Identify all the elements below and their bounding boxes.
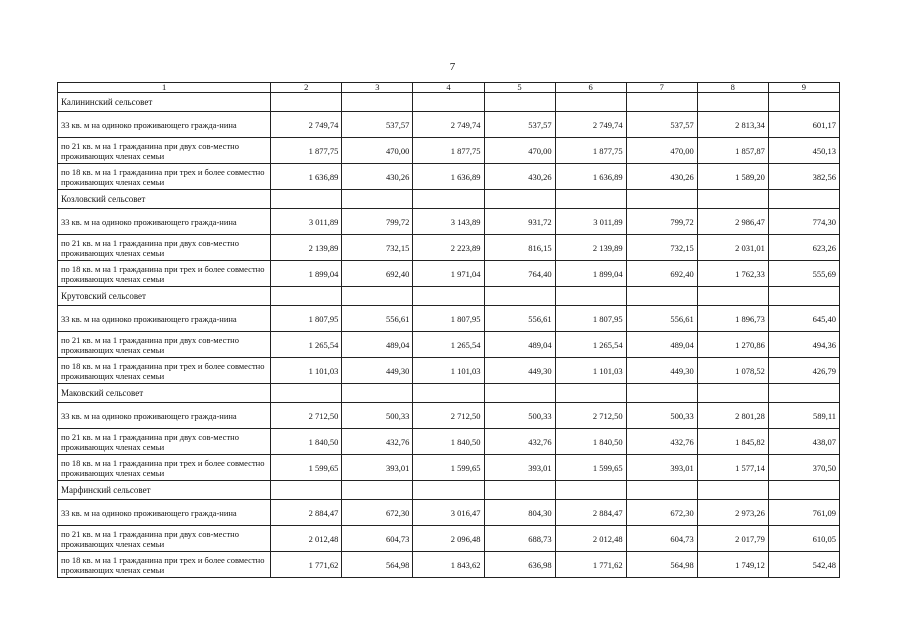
value-cell: 764,40 [484, 261, 555, 287]
value-cell: 1 896,73 [697, 306, 768, 332]
value-cell: 542,48 [768, 552, 839, 578]
value-cell: 1 899,04 [271, 261, 342, 287]
section-header-row [58, 287, 840, 306]
empty-cell [342, 93, 413, 112]
row-label: 33 кв. м на одиноко проживающего гражда-нина [58, 112, 271, 138]
value-cell: 489,04 [484, 332, 555, 358]
table-row [58, 358, 840, 384]
value-cell: 1 843,62 [413, 552, 484, 578]
value-cell: 1 845,82 [697, 429, 768, 455]
empty-cell [484, 481, 555, 500]
column-number: 4 [413, 83, 484, 93]
row-label: по 21 кв. м на 1 гражданина при двух сов-местно проживающих членах семьи [58, 526, 271, 552]
column-number: 6 [555, 83, 626, 93]
value-cell: 1 857,87 [697, 138, 768, 164]
value-cell: 1 877,75 [271, 138, 342, 164]
empty-cell [484, 190, 555, 209]
value-cell: 604,73 [342, 526, 413, 552]
column-number: 3 [342, 83, 413, 93]
table-row [58, 306, 840, 332]
value-cell: 1 636,89 [271, 164, 342, 190]
empty-cell [768, 190, 839, 209]
table-row [58, 112, 840, 138]
value-cell: 688,73 [484, 526, 555, 552]
empty-cell [342, 190, 413, 209]
value-cell: 1 771,62 [555, 552, 626, 578]
empty-cell [697, 384, 768, 403]
value-cell: 672,30 [626, 500, 697, 526]
value-cell: 1 807,95 [413, 306, 484, 332]
value-cell: 1 599,65 [555, 455, 626, 481]
table-row [58, 429, 840, 455]
value-cell: 426,79 [768, 358, 839, 384]
empty-cell [271, 287, 342, 306]
value-cell: 393,01 [342, 455, 413, 481]
value-cell: 430,26 [626, 164, 697, 190]
value-cell: 2 986,47 [697, 209, 768, 235]
value-cell: 556,61 [484, 306, 555, 332]
empty-cell [413, 481, 484, 500]
value-cell: 1 599,65 [271, 455, 342, 481]
value-cell: 672,30 [342, 500, 413, 526]
value-cell: 601,17 [768, 112, 839, 138]
value-cell: 500,33 [342, 403, 413, 429]
empty-cell [484, 93, 555, 112]
table-row [58, 403, 840, 429]
section-name: Марфинский сельсовет [58, 481, 271, 500]
value-cell: 537,57 [342, 112, 413, 138]
table-body [58, 83, 840, 578]
empty-cell [555, 190, 626, 209]
empty-cell [555, 481, 626, 500]
value-cell: 470,00 [484, 138, 555, 164]
row-label: 33 кв. м на одиноко проживающего гражда-нина [58, 403, 271, 429]
column-number: 8 [697, 83, 768, 93]
value-cell: 449,30 [484, 358, 555, 384]
value-cell: 623,26 [768, 235, 839, 261]
value-cell: 2 096,48 [413, 526, 484, 552]
value-cell: 2 884,47 [271, 500, 342, 526]
value-cell: 1 840,50 [555, 429, 626, 455]
value-cell: 500,33 [626, 403, 697, 429]
empty-cell [768, 384, 839, 403]
value-cell: 382,56 [768, 164, 839, 190]
value-cell: 2 749,74 [271, 112, 342, 138]
table-row [58, 500, 840, 526]
row-label: 33 кв. м на одиноко проживающего гражда-нина [58, 209, 271, 235]
value-cell: 430,26 [484, 164, 555, 190]
value-cell: 537,57 [484, 112, 555, 138]
value-cell: 931,72 [484, 209, 555, 235]
row-label: по 21 кв. м на 1 гражданина при двух сов-местно проживающих членах семьи [58, 332, 271, 358]
empty-cell [697, 93, 768, 112]
value-cell: 555,69 [768, 261, 839, 287]
value-cell: 774,30 [768, 209, 839, 235]
value-cell: 556,61 [626, 306, 697, 332]
value-cell: 489,04 [626, 332, 697, 358]
row-label: 33 кв. м на одиноко проживающего гражда-нина [58, 306, 271, 332]
value-cell: 1 840,50 [413, 429, 484, 455]
empty-cell [697, 481, 768, 500]
value-cell: 816,15 [484, 235, 555, 261]
value-cell: 2 813,34 [697, 112, 768, 138]
empty-cell [697, 190, 768, 209]
value-cell: 636,98 [484, 552, 555, 578]
value-cell: 1 877,75 [555, 138, 626, 164]
value-cell: 1 971,04 [413, 261, 484, 287]
column-number: 9 [768, 83, 839, 93]
section-header-row [58, 190, 840, 209]
value-cell: 3 016,47 [413, 500, 484, 526]
value-cell: 1 771,62 [271, 552, 342, 578]
column-number: 1 [58, 83, 271, 93]
empty-cell [271, 93, 342, 112]
column-number: 2 [271, 83, 342, 93]
value-cell: 1 636,89 [413, 164, 484, 190]
table-row [58, 164, 840, 190]
value-cell: 2 712,50 [555, 403, 626, 429]
section-name: Маковский сельсовет [58, 384, 271, 403]
value-cell: 692,40 [626, 261, 697, 287]
value-cell: 645,40 [768, 306, 839, 332]
table-row [58, 235, 840, 261]
value-cell: 494,36 [768, 332, 839, 358]
column-number: 7 [626, 83, 697, 93]
value-cell: 564,98 [342, 552, 413, 578]
value-cell: 449,30 [342, 358, 413, 384]
value-cell: 470,00 [626, 138, 697, 164]
empty-cell [555, 93, 626, 112]
empty-cell [555, 384, 626, 403]
value-cell: 1 749,12 [697, 552, 768, 578]
value-cell: 1 589,20 [697, 164, 768, 190]
value-cell: 393,01 [484, 455, 555, 481]
value-cell: 2 884,47 [555, 500, 626, 526]
value-cell: 449,30 [626, 358, 697, 384]
empty-cell [626, 287, 697, 306]
row-label: по 18 кв. м на 1 гражданина при трех и более совместно проживающих членах семьи [58, 455, 271, 481]
value-cell: 799,72 [626, 209, 697, 235]
column-number-row [58, 83, 840, 93]
value-cell: 438,07 [768, 429, 839, 455]
row-label: по 21 кв. м на 1 гражданина при двух сов-местно проживающих членах семьи [58, 429, 271, 455]
value-cell: 1 101,03 [271, 358, 342, 384]
row-label: по 21 кв. м на 1 гражданина при двух сов-местно проживающих членах семьи [58, 138, 271, 164]
value-cell: 1 807,95 [271, 306, 342, 332]
value-cell: 2 012,48 [555, 526, 626, 552]
value-cell: 432,76 [626, 429, 697, 455]
empty-cell [697, 287, 768, 306]
row-label: по 18 кв. м на 1 гражданина при трех и более совместно проживающих членах семьи [58, 358, 271, 384]
value-cell: 589,11 [768, 403, 839, 429]
value-cell: 692,40 [342, 261, 413, 287]
empty-cell [271, 481, 342, 500]
value-cell: 1 265,54 [271, 332, 342, 358]
section-name: Крутовский сельсовет [58, 287, 271, 306]
value-cell: 804,30 [484, 500, 555, 526]
empty-cell [768, 287, 839, 306]
value-cell: 370,50 [768, 455, 839, 481]
value-cell: 761,09 [768, 500, 839, 526]
value-cell: 1 762,33 [697, 261, 768, 287]
empty-cell [413, 190, 484, 209]
value-cell: 604,73 [626, 526, 697, 552]
value-cell: 1 840,50 [271, 429, 342, 455]
empty-cell [484, 287, 555, 306]
empty-cell [555, 287, 626, 306]
value-cell: 1 807,95 [555, 306, 626, 332]
value-cell: 732,15 [626, 235, 697, 261]
empty-cell [342, 384, 413, 403]
value-cell: 537,57 [626, 112, 697, 138]
empty-cell [413, 93, 484, 112]
value-cell: 393,01 [626, 455, 697, 481]
value-cell: 1 270,86 [697, 332, 768, 358]
value-cell: 2 749,74 [413, 112, 484, 138]
table-row [58, 332, 840, 358]
value-cell: 564,98 [626, 552, 697, 578]
empty-cell [342, 287, 413, 306]
value-cell: 432,76 [342, 429, 413, 455]
table-row [58, 455, 840, 481]
value-cell: 2 012,48 [271, 526, 342, 552]
value-cell: 1 877,75 [413, 138, 484, 164]
value-cell: 2 139,89 [271, 235, 342, 261]
value-cell: 1 577,14 [697, 455, 768, 481]
value-cell: 2 712,50 [271, 403, 342, 429]
value-cell: 430,26 [342, 164, 413, 190]
value-cell: 3 011,89 [271, 209, 342, 235]
empty-cell [768, 481, 839, 500]
empty-cell [484, 384, 555, 403]
value-cell: 2 712,50 [413, 403, 484, 429]
empty-cell [342, 481, 413, 500]
value-cell: 1 265,54 [555, 332, 626, 358]
value-cell: 2 139,89 [555, 235, 626, 261]
value-cell: 1 899,04 [555, 261, 626, 287]
section-name: Калининский сельсовет [58, 93, 271, 112]
value-cell: 1 599,65 [413, 455, 484, 481]
value-cell: 610,05 [768, 526, 839, 552]
value-cell: 3 011,89 [555, 209, 626, 235]
row-label: по 18 кв. м на 1 гражданина при трех и более совместно проживающих членах семьи [58, 164, 271, 190]
value-cell: 489,04 [342, 332, 413, 358]
section-header-row [58, 481, 840, 500]
empty-cell [271, 384, 342, 403]
value-cell: 2 801,28 [697, 403, 768, 429]
value-cell: 3 143,89 [413, 209, 484, 235]
table-row [58, 552, 840, 578]
value-cell: 432,76 [484, 429, 555, 455]
table-row [58, 526, 840, 552]
value-cell: 799,72 [342, 209, 413, 235]
section-header-row [58, 93, 840, 112]
empty-cell [768, 93, 839, 112]
table-row [58, 138, 840, 164]
row-label: по 21 кв. м на 1 гражданина при двух сов-местно проживающих членах семьи [58, 235, 271, 261]
row-label: по 18 кв. м на 1 гражданина при трех и более совместно проживающих членах семьи [58, 261, 271, 287]
value-cell: 556,61 [342, 306, 413, 332]
column-number: 5 [484, 83, 555, 93]
value-cell: 450,13 [768, 138, 839, 164]
value-cell: 2 223,89 [413, 235, 484, 261]
empty-cell [413, 384, 484, 403]
empty-cell [626, 481, 697, 500]
value-cell: 1 265,54 [413, 332, 484, 358]
value-cell: 732,15 [342, 235, 413, 261]
value-cell: 1 636,89 [555, 164, 626, 190]
value-cell: 1 101,03 [413, 358, 484, 384]
value-cell: 2 031,01 [697, 235, 768, 261]
empty-cell [626, 190, 697, 209]
value-cell: 1 101,03 [555, 358, 626, 384]
empty-cell [626, 384, 697, 403]
section-header-row [58, 384, 840, 403]
value-cell: 2 017,79 [697, 526, 768, 552]
page-number: 7 [449, 61, 456, 73]
row-label: 33 кв. м на одиноко проживающего гражда-нина [58, 500, 271, 526]
section-name: Козловский сельсовет [58, 190, 271, 209]
table-row [58, 261, 840, 287]
value-cell: 2 973,26 [697, 500, 768, 526]
empty-cell [626, 93, 697, 112]
value-cell: 1 078,52 [697, 358, 768, 384]
value-cell: 470,00 [342, 138, 413, 164]
value-cell: 500,33 [484, 403, 555, 429]
row-label: по 18 кв. м на 1 гражданина при трех и более совместно проживающих членах семьи [58, 552, 271, 578]
tariff-table [57, 82, 840, 578]
value-cell: 2 749,74 [555, 112, 626, 138]
empty-cell [271, 190, 342, 209]
empty-cell [413, 287, 484, 306]
table-row [58, 209, 840, 235]
